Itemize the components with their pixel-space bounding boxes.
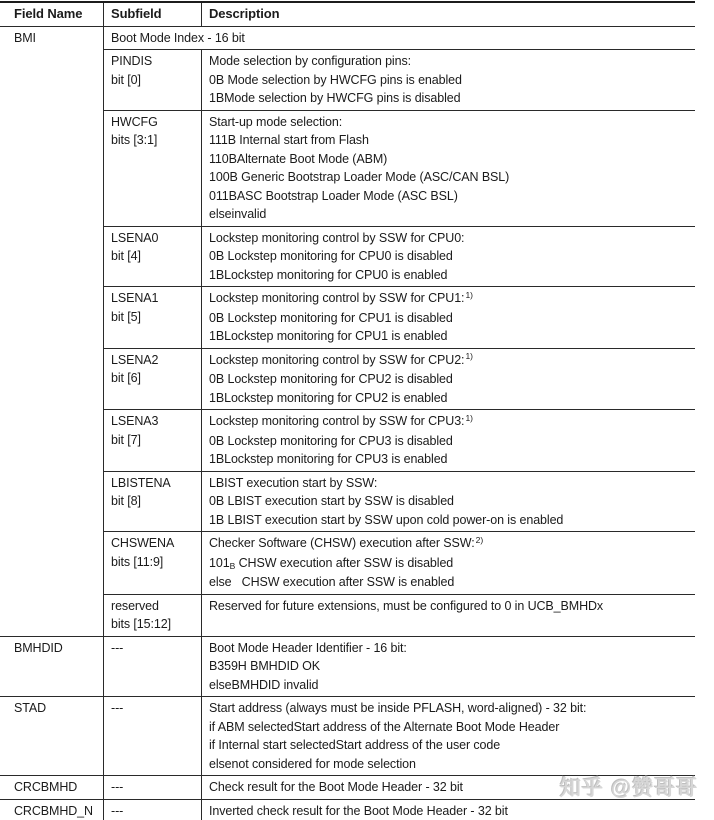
description-line — [209, 802, 690, 820]
subfield-cell — [104, 595, 202, 636]
subfield-cell: --- — [104, 800, 202, 820]
boot-mode-header-table — [0, 1, 695, 820]
description-text: Inverted check result for the Boot Mode Header - 32 bit — [209, 803, 508, 818]
description-cell — [202, 349, 695, 410]
description-text: CHSW execution after SSW is disabled — [235, 555, 454, 570]
description-line — [209, 474, 690, 493]
subfield-label: LSENA0 — [111, 230, 159, 245]
description-text: Lockstep monitoring control by SSW for CPU0: — [209, 230, 465, 245]
description-text: 111B Internal start from Flash — [209, 133, 369, 147]
subfield-cell — [104, 227, 202, 287]
subfield-label: bit [7] — [111, 432, 141, 447]
description-cell — [202, 410, 695, 471]
bmi-subrow — [104, 227, 695, 288]
description-cell — [202, 697, 695, 775]
description-text: elseBMHDID invalid — [209, 677, 319, 692]
description-cell — [202, 800, 695, 820]
description-text: 1BLockstep monitoring for CPU3 is enabled — [209, 452, 448, 466]
field-name-cell: BMI — [0, 27, 104, 636]
subfield-label: bits [11:9] — [111, 554, 164, 569]
footnote-superscript: 1) — [465, 412, 473, 423]
description-text: 0B Lockstep monitoring for CPU3 is disabled — [209, 433, 453, 448]
description-line — [209, 657, 690, 676]
description-line — [209, 389, 690, 408]
description-text: 1BLockstep monitoring for CPU2 is enabled — [209, 390, 448, 405]
bmi-subrow — [104, 111, 695, 227]
description-line — [209, 113, 690, 132]
subfield-label: bit [0] — [111, 72, 141, 87]
footnote-superscript: 1) — [465, 351, 473, 361]
description-cell — [202, 472, 695, 532]
subfield-label: CHSWENA — [111, 536, 175, 550]
description-line — [209, 450, 690, 469]
description-cell — [202, 227, 695, 287]
description-text: B359H BMHDID OK — [209, 659, 321, 673]
description-line — [209, 534, 690, 554]
subfield-label: bit [6] — [111, 371, 141, 385]
description-text: 0B Lockstep monitoring for CPU2 is disabled — [209, 372, 453, 386]
header-cell-description: Description — [209, 6, 280, 21]
description-line — [209, 755, 690, 774]
footnote-superscript: 1) — [465, 289, 473, 300]
description-line — [209, 492, 690, 511]
description-text: Checker Software (CHSW) execution after SSW: — [209, 536, 475, 550]
description-cell — [202, 637, 695, 697]
bmi-subrow — [104, 410, 695, 472]
subfield-label: LSENA1 — [111, 291, 159, 305]
field-name-cell: STAD — [0, 697, 104, 775]
description-cell — [202, 595, 695, 636]
bmi-span-description: Boot Mode Index - 16 bit — [104, 27, 695, 51]
description-text: Lockstep monitoring control by SSW for CPU2: — [209, 352, 465, 367]
subfield-cell — [104, 287, 202, 348]
description-text: Check result for the Boot Mode Header - 32 bit — [209, 780, 463, 794]
description-text: Reserved for future extensions, must be configured to 0 in UCB_BMHDx — [209, 598, 604, 613]
subfield-cell — [104, 111, 202, 226]
description-text: 0B Mode selection by HWCFG pins is enabled — [209, 72, 462, 87]
field-name-cell: BMHDID — [0, 637, 104, 697]
description-text: 0B Lockstep monitoring for CPU0 is disabled — [209, 249, 453, 263]
bmi-subrow — [104, 349, 695, 411]
subfield-cell — [104, 349, 202, 410]
subfield-label: LBISTENA — [111, 475, 171, 490]
subfield-label: PINDIS — [111, 54, 153, 68]
subfield-cell: --- — [104, 637, 202, 697]
subfield-cell: --- — [104, 697, 202, 775]
description-text: Lockstep monitoring control by SSW for CPU1: — [209, 291, 465, 305]
bmi-subrow — [104, 595, 695, 636]
description-line — [209, 131, 690, 150]
watermark-text: 知乎 @赞哥哥 — [560, 777, 699, 800]
subfield-label: bit [4] — [111, 249, 141, 263]
description-text: else CHSW execution after SSW is enabled — [209, 575, 455, 589]
description-line — [209, 71, 690, 90]
description-text: Boot Mode Header Identifier - 16 bit: — [209, 640, 407, 655]
field-row — [0, 800, 695, 820]
description-line — [209, 639, 690, 658]
description-cell — [202, 532, 695, 594]
description-line — [209, 573, 690, 592]
field-row — [0, 637, 695, 698]
description-text: 1B LBIST execution start by SSW upon cold power-on is enabled — [209, 512, 564, 527]
description-line — [209, 52, 690, 71]
description-line — [209, 370, 690, 389]
header-cell-field-name: Field Name — [0, 3, 104, 26]
subfield-label: bit [8] — [111, 494, 141, 508]
bmi-subrow-list — [104, 50, 695, 636]
description-line — [209, 205, 690, 224]
description-line — [209, 412, 690, 432]
description-line — [209, 736, 690, 755]
description-line — [209, 718, 690, 737]
field-name-cell: CRCBMHD — [0, 776, 104, 799]
description-line — [209, 597, 690, 616]
description-text: Lockstep monitoring control by SSW for CPU3: — [209, 414, 465, 428]
subfield-cell: --- — [104, 776, 202, 799]
description-line — [209, 289, 690, 309]
description-text: Mode selection by configuration pins: — [209, 54, 411, 68]
description-text: if ABM selectedStart address of the Alternate Boot Mode Header — [209, 719, 560, 734]
description-cell — [202, 287, 695, 348]
description-line — [209, 676, 690, 695]
description-line — [209, 351, 690, 371]
description-line — [209, 266, 690, 285]
binary-value-text: 101 — [209, 555, 230, 570]
bmi-subrows-area — [104, 27, 695, 636]
description-text: 110BAlternate Boot Mode (ABM) — [209, 151, 388, 166]
description-line — [209, 554, 690, 574]
bmi-subrow — [104, 50, 695, 111]
description-line — [209, 229, 690, 248]
description-line — [209, 309, 690, 328]
subfield-label: LSENA3 — [111, 414, 159, 428]
bmi-subrow — [104, 287, 695, 349]
description-cell — [202, 50, 695, 110]
description-line — [209, 432, 690, 451]
subscript-b: B — [229, 561, 236, 571]
description-text: 1BMode selection by HWCFG pins is disabled — [209, 91, 461, 105]
description-text: Start-up mode selection: — [209, 114, 343, 129]
description-text: elseinvalid — [209, 207, 267, 221]
subfield-label: HWCFG — [111, 114, 158, 129]
description-text: 1BLockstep monitoring for CPU1 is enabled — [209, 329, 448, 343]
description-text: 1BLockstep monitoring for CPU0 is enabled — [209, 267, 448, 282]
description-line — [209, 168, 690, 187]
subfield-cell — [104, 50, 202, 110]
header-cell-subfield: Subfield — [104, 3, 202, 26]
field-name-cell: CRCBMHD_N — [0, 800, 104, 820]
subfield-label: bits [15:12] — [111, 617, 171, 631]
subfield-label: reserved — [111, 598, 159, 613]
field-row-bmi — [0, 27, 695, 637]
field-row — [0, 697, 695, 776]
description-line — [209, 150, 690, 169]
subfield-cell — [104, 410, 202, 471]
bmi-subrow — [104, 532, 695, 595]
subfield-label: bit [5] — [111, 309, 141, 324]
subfield-label: LSENA2 — [111, 352, 159, 367]
description-line — [209, 511, 690, 530]
description-line — [209, 699, 690, 718]
table-header-row — [0, 3, 695, 27]
description-text: 0B Lockstep monitoring for CPU1 is disabled — [209, 310, 453, 325]
description-cell — [202, 111, 695, 226]
description-text: LBIST execution start by SSW: — [209, 475, 378, 490]
description-text: 0B LBIST execution start by SSW is disabled — [209, 494, 454, 508]
subfield-label: bits [3:1] — [111, 133, 158, 147]
description-text: if Internal start selectedStart address of the user code — [209, 738, 501, 752]
description-line — [209, 247, 690, 266]
description-line — [209, 89, 690, 108]
description-text: Start address (always must be inside PFLASH, word-aligned) - 32 bit: — [209, 701, 587, 715]
description-line — [209, 327, 690, 346]
description-text: 100B Generic Bootstrap Loader Mode (ASC/CAN BSL) — [209, 170, 510, 184]
description-text: elsenot considered for mode selection — [209, 756, 416, 771]
subfield-cell — [104, 472, 202, 532]
bmi-subrow — [104, 472, 695, 533]
description-line — [209, 187, 690, 206]
subfield-cell — [104, 532, 202, 594]
description-text: 011BASC Bootstrap Loader Mode (ASC BSL) — [209, 188, 458, 203]
footnote-superscript: 2) — [475, 534, 484, 545]
